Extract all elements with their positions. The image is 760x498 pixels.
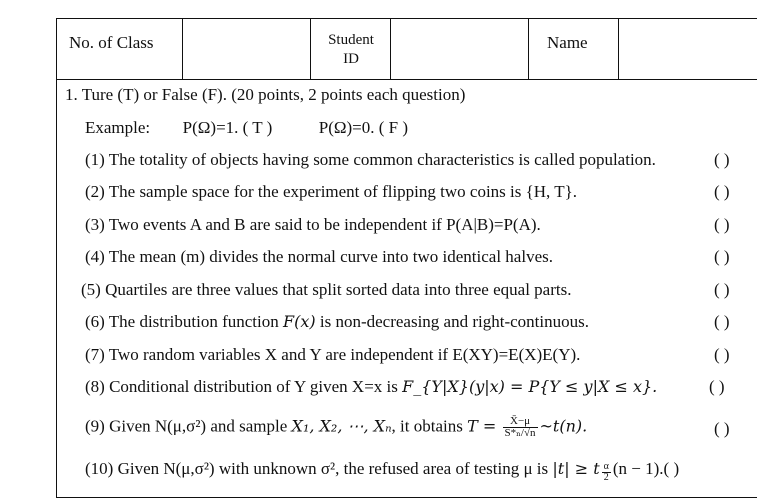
name-input-cell[interactable]	[619, 19, 757, 79]
student-id-line1: Student	[328, 32, 374, 48]
question-8: (8) Conditional distribution of Y given X=x is F_{Y|X}(y|x) = P{Y ≤ y|X ≤ x}.	[85, 377, 658, 396]
question-6: (6) The distribution function F(x) is non-decreasing and right-continuous.	[85, 312, 589, 331]
answer-blank-10[interactable]: (n − 1).( )	[612, 459, 680, 478]
answer-blank-5[interactable]: ( )	[714, 280, 730, 299]
answer-blank-8[interactable]: ( )	[709, 377, 725, 396]
question-5: (5) Quartiles are three values that split sorted data into three equal parts.	[81, 280, 572, 299]
example-1: P(Ω)=1. ( T )	[182, 118, 273, 137]
q9-lhs: T =	[467, 416, 497, 436]
answer-blank-9[interactable]: ( )	[714, 419, 730, 438]
example-2: P(Ω)=0. ( F )	[318, 118, 409, 137]
q6-math: F(x)	[283, 312, 316, 331]
answer-blank-1[interactable]: ( )	[714, 150, 730, 169]
question-7: (7) Two random variables X and Y are independent if E(XY)=E(X)E(Y).	[85, 345, 581, 364]
answer-blank-6[interactable]: ( )	[714, 312, 730, 331]
question-2: (2) The sample space for the experiment of flipping two coins is {H, T}.	[85, 182, 578, 201]
q8-math: F_{Y|X}(y|x) = P{Y ≤ y|X ≤ x}.	[402, 377, 658, 396]
question-10: (10) Given N(μ,σ²) with unknown σ², the refused area of testing μ is |t| ≥ t $\frac{\alpha}{2}$ (n − 1).( )	[85, 459, 680, 483]
answer-blank-7[interactable]: ( )	[714, 345, 730, 364]
example-label: Example:	[85, 118, 151, 137]
class-input-cell[interactable]	[183, 19, 311, 79]
header-table	[57, 19, 757, 80]
q9-fraction: $\frac{X̄-\mu}{\text{S*ₙ/√n}}$	[504, 415, 536, 439]
question-4: (4) The mean (m) divides the normal curve into two identical halves.	[85, 247, 553, 266]
q9-rhs: ~t(n).	[539, 416, 588, 436]
q9-sample: X₁, X₂, ⋯, Xₙ	[291, 416, 392, 436]
student-id-label	[311, 31, 391, 69]
question-9: (9) Given N(μ,σ²) and sample X₁, X₂, ⋯, Xₙ, it obtains T = $\frac{X̄-\mu}{\text{S*ₙ/√n}}$ ~t(n).	[85, 415, 588, 439]
student-id-line2: ID	[343, 51, 359, 67]
answer-blank-4[interactable]: ( )	[714, 247, 730, 266]
example-line	[85, 118, 408, 138]
question-3: (3) Two events A and B are said to be independent if P(A|B)=P(A).	[85, 215, 541, 234]
answer-blank-3[interactable]: ( )	[714, 215, 730, 234]
exam-sheet	[56, 18, 757, 498]
q10-math: |t| ≥ t	[552, 459, 600, 478]
q10-alpha-half: $\frac{\alpha}{2}$	[603, 461, 609, 483]
section-title: 1. Ture (T) or False (F). (20 points, 2 points each question)	[65, 85, 466, 104]
class-label: No. of Class	[69, 33, 154, 52]
class-label-cell	[57, 19, 183, 79]
name-label-cell	[529, 19, 619, 79]
question-1: (1) The totality of objects having some common characteristics is called population.	[85, 150, 656, 169]
student-id-input-cell[interactable]	[391, 19, 529, 79]
name-label: Name	[547, 33, 588, 52]
student-id-label-cell	[311, 19, 391, 79]
answer-blank-2[interactable]: ( )	[714, 182, 730, 201]
